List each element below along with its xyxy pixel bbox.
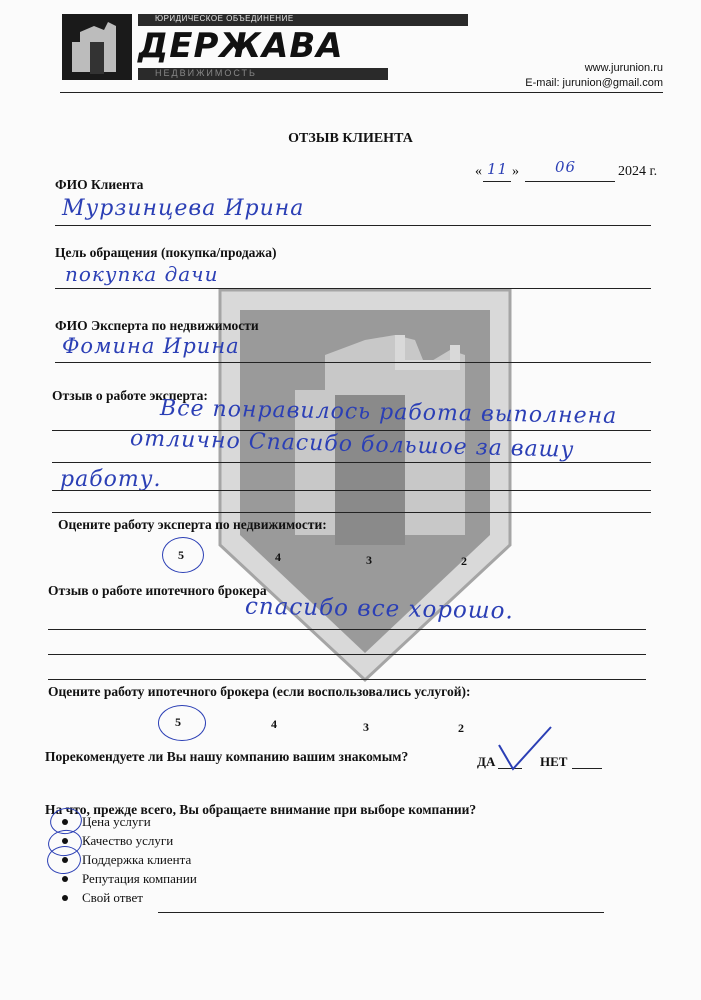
broker-rating-label: Оцените работу ипотечного брокера (если воспользовались услугой): <box>48 684 471 699</box>
broker-review-label: Отзыв о работе ипотечного брокера <box>48 583 267 598</box>
expert-name-label: ФИО Эксперта по недвижимости <box>55 318 259 333</box>
header-divider <box>60 92 663 93</box>
client-name-label: ФИО Клиента <box>55 177 144 192</box>
logo-tagline: НЕДВИЖИМОСТЬ <box>155 68 257 78</box>
recommend-no[interactable]: НЕТ <box>540 754 568 769</box>
expert-review-line-3[interactable]: работу. <box>60 467 162 492</box>
broker-rating-selected-circle <box>158 705 206 741</box>
expert-rating-2[interactable]: 2 <box>461 554 467 568</box>
broker-rating-2[interactable]: 2 <box>458 721 464 735</box>
date-month[interactable]: 06 <box>555 158 577 176</box>
expert-rating-4[interactable]: 4 <box>275 550 281 564</box>
attention-option-quality[interactable]: Качество услуги <box>62 833 173 849</box>
client-name-field[interactable]: Мурзинцева Ирина <box>62 196 305 221</box>
recommend-label: Порекомендуете ли Вы нашу компанию вашим знакомым? <box>45 749 409 764</box>
date-field: « 11 » 06 2024 г. <box>475 164 665 184</box>
bullet-icon <box>62 876 68 882</box>
broker-rating-5[interactable]: 5 <box>175 715 181 729</box>
expert-rating-5[interactable]: 5 <box>178 548 184 562</box>
expert-rating-3[interactable]: 3 <box>366 553 372 567</box>
attention-option-reputation[interactable]: Репутация компании <box>62 871 197 887</box>
attention-label: На что, прежде всего, Вы обращаете внимание при выборе компании? <box>45 802 477 817</box>
recommend-yes[interactable]: ДА <box>477 754 496 769</box>
expert-review-label: Отзыв о работе эксперта: <box>52 388 208 403</box>
header-website[interactable]: www.jurunion.ru <box>584 62 663 74</box>
purpose-field[interactable]: покупка дачи <box>65 262 219 286</box>
expert-rating-label: Оцените работу эксперта по недвижимости: <box>58 517 327 532</box>
logo-emblem-icon <box>60 12 135 84</box>
attention-option-support[interactable]: Поддержка клиента <box>62 852 191 868</box>
broker-review-field[interactable]: спасибо все хорошо. <box>244 593 515 625</box>
broker-rating-3[interactable]: 3 <box>363 720 369 734</box>
expert-name-field[interactable]: Фомина Ирина <box>62 334 240 358</box>
date-day[interactable]: 11 <box>487 160 509 178</box>
attention-option-price[interactable]: Цена услуги <box>62 814 151 830</box>
header-logo <box>60 12 470 87</box>
form-title: ОТЗЫВ КЛИЕНТА <box>288 131 413 146</box>
watermark-shield-logo <box>215 285 515 685</box>
purpose-label: Цель обращения (покупка/продажа) <box>55 245 277 260</box>
logo-name: ДЕРЖАВА <box>138 26 344 66</box>
expert-review-line-2[interactable]: отлично Спасибо большое за вашу <box>129 426 575 463</box>
custom-answer-line[interactable] <box>158 912 604 913</box>
attention-option-custom[interactable]: Свой ответ <box>62 890 143 906</box>
logo-subtitle: ЮРИДИЧЕСКОЕ ОБЪЕДИНЕНИЕ <box>155 14 294 23</box>
broker-rating-4[interactable]: 4 <box>271 717 277 731</box>
expert-review-line-1[interactable]: Все понравилось работа выполнена <box>159 396 618 429</box>
header-email[interactable]: E-mail: jurunion@gmail.com <box>525 77 663 89</box>
bullet-icon <box>62 895 68 901</box>
